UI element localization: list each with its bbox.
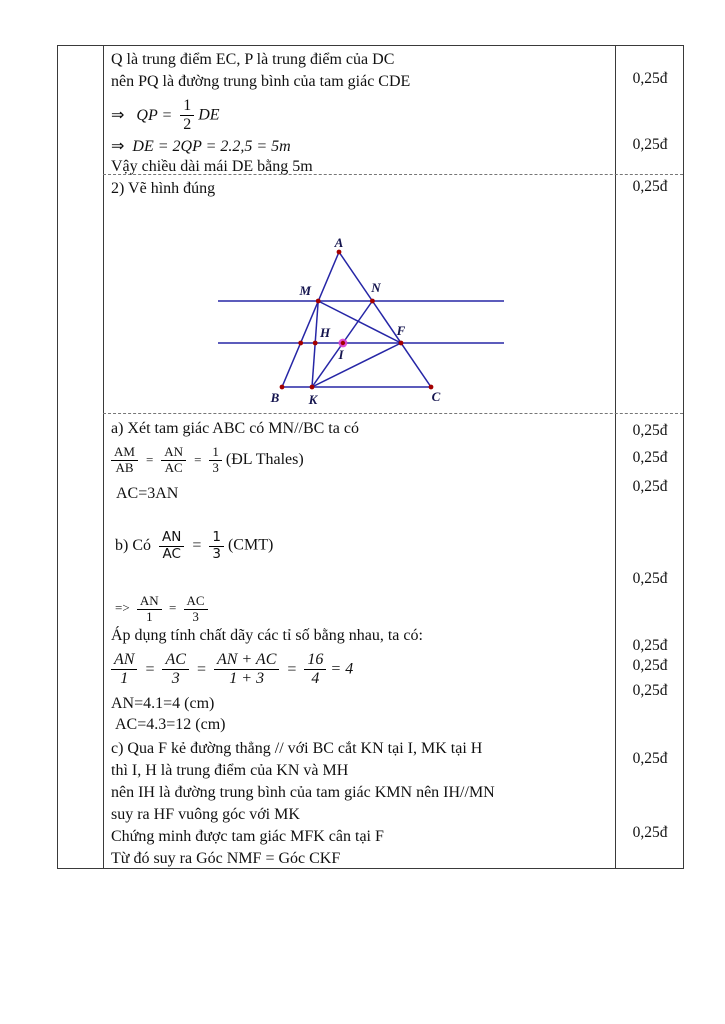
fraction: $\frac{1}{2}$	[180, 97, 194, 135]
rubric-table	[57, 45, 684, 869]
point-N	[370, 299, 375, 304]
fraction: $\frac{AN}{1}$	[111, 651, 137, 689]
fraction: $\frac{AM}{AB}$	[111, 445, 138, 476]
part-c-line: suy ra HF vuông góc với MK	[111, 806, 300, 823]
equals: =	[145, 452, 154, 468]
label-F: F	[396, 323, 406, 338]
conclusion-line: Vậy chiều dài mái DE bằng 5m	[111, 158, 313, 175]
score-mark: 0,25đ	[632, 657, 668, 674]
implies-text: =>	[115, 600, 130, 616]
figure-labels	[270, 237, 441, 407]
solution-line: Q là trung điểm EC, P là trung điểm của DC	[111, 51, 395, 68]
label-K: K	[308, 392, 318, 407]
point-F	[399, 341, 404, 346]
fraction: $\frac{AN}{AC}$	[161, 445, 186, 476]
point-A	[337, 250, 342, 255]
fraction: $\frac{AC}{3}$	[162, 651, 188, 689]
formula-lhs: QP =	[136, 106, 173, 124]
chain-tail: = 4	[330, 660, 354, 678]
label-N: N	[371, 280, 381, 295]
part-b-implication	[111, 594, 208, 625]
equals: =	[192, 536, 202, 554]
equals: =	[196, 660, 206, 678]
part-c-line: Từ đó suy ra Góc NMF = Góc CKF	[111, 850, 341, 867]
implies-arrow: ⇒	[111, 138, 125, 155]
formula-qp	[111, 97, 220, 135]
score-mark: 0,25đ	[632, 637, 668, 654]
part-c-line: c) Qua F kẻ đường thẳng // với BC cắt KN tại I, MK tại H	[111, 740, 483, 757]
fraction: $\frac{AN}{1}$	[137, 594, 162, 625]
fraction: $\frac{1}{3}$	[209, 445, 222, 476]
score-mark: 0,25đ	[632, 422, 668, 439]
point-M	[316, 299, 321, 304]
equals: =	[145, 660, 155, 678]
formula-note: (CMT)	[227, 536, 274, 554]
fraction: $\frac{16}{4}$	[304, 651, 326, 689]
fraction: $\frac{AN + AC}{1 + 3}$	[214, 651, 279, 689]
implies-arrow: ⇒	[111, 106, 125, 124]
figure-points	[280, 250, 434, 390]
formula-de	[111, 137, 291, 157]
side-AB	[282, 252, 339, 387]
part-b-chain-formula	[111, 651, 353, 689]
label-A: A	[334, 237, 344, 250]
part-b-ac-result: AC=4.3=12 (cm)	[115, 716, 226, 733]
part-c-line: Chứng minh được tam giác MFK cân tại F	[111, 828, 384, 845]
point-I	[341, 341, 345, 345]
fraction: $\frac{AN}{AC}$	[159, 530, 184, 562]
formula-rhs: DE	[198, 106, 220, 124]
point-B	[280, 385, 285, 390]
part-c-line: thì I, H là trung điểm của KN và MH	[111, 762, 349, 779]
part-a-formula	[111, 445, 304, 476]
label-B: B	[270, 390, 280, 405]
equals: =	[168, 600, 177, 616]
part-a-result: AC=3AN	[116, 485, 179, 502]
score-mark: 0,25đ	[632, 478, 668, 495]
score-mark: 0,25đ	[632, 824, 668, 841]
label-I: I	[338, 347, 344, 362]
score-mark: 0,25đ	[632, 70, 668, 87]
part-b-line	[111, 530, 273, 562]
column-divider-left	[103, 46, 104, 868]
point-K	[310, 385, 315, 390]
label-H: H	[319, 325, 331, 340]
point-H	[313, 341, 318, 346]
segment-KF	[312, 343, 401, 387]
segment-MF	[318, 301, 401, 343]
geometry-figure	[213, 237, 513, 409]
equals: =	[287, 660, 297, 678]
fraction: $\frac{1}{3}$	[209, 530, 224, 562]
part-b-apply-line: Áp dụng tính chất dãy các tỉ số bằng nhau, ta có:	[111, 627, 423, 644]
solution-line: nên PQ là đường trung bình của tam giác CDE	[111, 73, 411, 90]
part2-title: 2) Vẽ hình đúng	[111, 180, 216, 197]
part-c-line: nên IH là đường trung bình của tam giác KMN nên IH//MN	[111, 784, 495, 801]
score-mark: 0,25đ	[632, 449, 668, 466]
row-separator-2	[103, 413, 683, 414]
figure-lines	[218, 252, 504, 387]
score-mark: 0,25đ	[632, 178, 668, 195]
lead-text: b) Có	[115, 536, 151, 554]
score-mark: 0,25đ	[632, 682, 668, 699]
label-C: C	[431, 389, 441, 404]
fraction: $\frac{AC}{3}$	[184, 594, 208, 625]
equals: =	[194, 452, 202, 468]
formula-body: DE = 2QP = 2.2,5 = 5m	[132, 138, 291, 155]
score-mark: 0,25đ	[632, 570, 668, 587]
part-a-line: a) Xét tam giác ABC có MN//BC ta có	[111, 420, 359, 437]
part-b-an-result: AN=4.1=4 (cm)	[111, 695, 215, 712]
score-mark: 0,25đ	[632, 136, 668, 153]
label-M: M	[299, 283, 311, 298]
point-on-AB	[298, 341, 303, 346]
formula-note: (ĐL Thales)	[225, 451, 304, 469]
score-mark: 0,25đ	[632, 750, 668, 767]
